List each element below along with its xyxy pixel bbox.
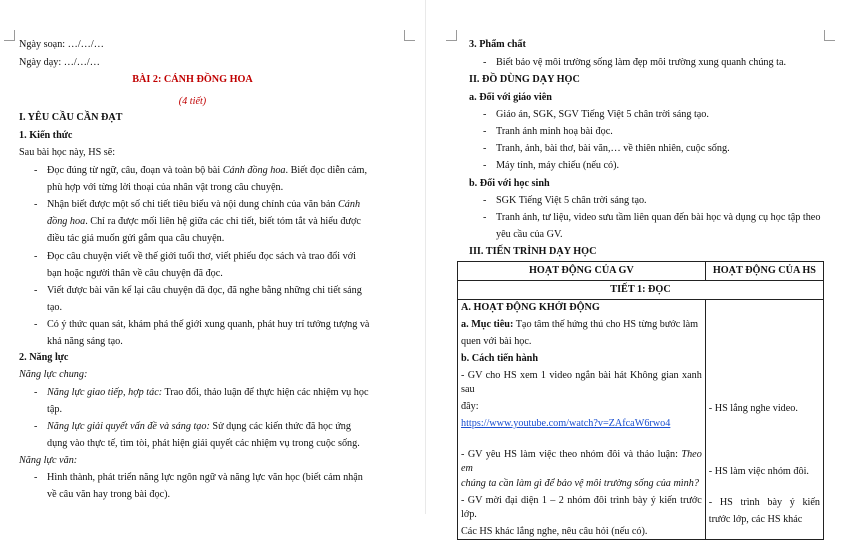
bullet-dash: - [34, 387, 38, 398]
section-heading-3: III. TIẾN TRÌNH DẠY HỌC [469, 246, 597, 257]
bullet-dash: - [483, 57, 487, 68]
knowledge-item-1 [47, 164, 367, 178]
bullet-dash: - [34, 472, 38, 483]
student-step-3: - HS trình bày ý kiến [708, 497, 820, 508]
competence-item-1 [47, 386, 369, 400]
knowledge-item-4: Viết được bài văn kể lại câu chuyện đã đọc, đã nghe bằng những chi tiết sáng [47, 285, 362, 296]
text: Sử dụng các kiến thức đã học ứng [209, 421, 351, 432]
bullet-dash: - [34, 165, 38, 176]
knowledge-item-2-cont [47, 215, 361, 229]
competence-item-1-cont: tập. [47, 404, 62, 415]
text: Đọc đúng từ ngữ, câu, đoạn và toàn bộ bài [47, 165, 223, 176]
knowledge-item-2 [47, 198, 360, 212]
text: . Biết đọc diễn cảm, [285, 165, 368, 176]
text: Trao đổi, thảo luận để thực hiện các nhiệm vụ học [162, 387, 369, 398]
text: . Chỉ ra được mối liên hệ giữa các chi tiết, biết tóm tắt và hiểu được [85, 216, 361, 227]
literary-item-1: Hình thành, phát triển năng lực ngôn ngữ và năng lực văn học (biết cảm nhận [47, 472, 363, 483]
spacer [709, 416, 820, 465]
student-step-2: - HS làm việc nhóm đôi. [708, 466, 809, 477]
question-text: Theo em [461, 449, 702, 474]
book-title: đồng hoa [47, 216, 86, 227]
student-item-1: SGK Tiếng Việt 5 chân trời sáng tạo. [496, 195, 647, 206]
knowledge-item-4-cont: tạo. [47, 302, 62, 313]
section-heading-2: II. ĐỒ DÙNG DẠY HỌC [469, 74, 580, 85]
bullet-dash: - [34, 251, 38, 262]
table-row [458, 300, 824, 540]
knowledge-item-5: Có ý thức quan sát, khám phá thế giới xung quanh, phát huy trí tưởng tượng và [47, 319, 370, 330]
literary-competence-label: Năng lực văn: [19, 455, 78, 466]
goal-text: Tạo tâm thế hứng thú cho HS từng bước làm [513, 319, 699, 330]
competence-item-2 [47, 420, 351, 434]
teacher-item-1: Giáo án, SGK, SGV Tiếng Việt 5 chân trời sáng tạo. [496, 109, 709, 120]
crop-mark-top-right [404, 30, 415, 41]
teacher-step-1-cont: đây: [461, 401, 479, 412]
knowledge-item-1-cont: phù hợp với từng lời thoại của nhân vật trong câu chuyện. [47, 182, 284, 193]
date-prepared: Ngày soạn: …/…/… [19, 39, 104, 50]
competence-name: Năng lực giao tiếp, hợp tác: [47, 387, 163, 398]
teacher-step-3-cont: Các HS khác lắng nghe, nêu câu hỏi (nếu có). [461, 526, 648, 537]
teacher-item-3: Tranh, ảnh, bài thơ, bài văn,… về thiên nhiên, cuộc sống. [496, 143, 730, 154]
intro-text: Sau bài học này, HS sẽ: [19, 147, 116, 158]
bullet-dash: - [34, 421, 38, 432]
student-item-2: Tranh ảnh, tư liệu, video sưu tầm liên quan đến bài học và dụng cụ học tập theo [496, 212, 821, 223]
bullet-dash: - [34, 199, 38, 210]
competence-item-2-cont: dụng vào thực tế, tìm tòi, phát hiện giải quyết các nhiệm vụ trong cuộc sống. [47, 438, 360, 449]
subheading-qualities: 3. Phẩm chất [469, 39, 526, 50]
teacher-activity-cell [458, 300, 706, 540]
student-step-3-cont: trước lớp, các HS khác [708, 514, 803, 525]
spacer [461, 431, 702, 445]
student-item-2-cont: yêu cầu của GV. [496, 229, 563, 240]
bullet-dash: - [483, 126, 487, 137]
student-activity-cell [705, 300, 823, 540]
goal-line [461, 318, 702, 332]
bullet-dash: - [483, 109, 487, 120]
teacher-step-1: - GV cho HS xem 1 video ngắn bài hát Không gian xanh sau [461, 370, 702, 395]
crop-mark-top-left [4, 30, 15, 41]
table-header-row [458, 262, 824, 281]
method-heading: b. Cách tiến hành [461, 353, 538, 364]
lesson-title: BÀI 2: CÁNH ĐỒNG HOA [132, 74, 253, 85]
competence-name: Năng lực giải quyết vấn đề và sáng tạo: [47, 421, 210, 432]
knowledge-item-3-cont: bạn hoặc người thân về câu chuyện đã đọc. [47, 268, 223, 279]
quality-item-1: Biết bảo vệ môi trường sống làm đẹp môi trường xung quanh chúng ta. [496, 57, 787, 68]
text: Nhận biết được một số chi tiết tiêu biểu và nội dung chính của văn bản [47, 199, 338, 210]
video-link[interactable]: https://www.youtube.com/watch?v=ZAfcaW6rwo4 [461, 418, 671, 429]
table-row [458, 281, 824, 300]
bullet-dash: - [34, 319, 38, 330]
teacher-step-2 [461, 448, 702, 476]
bullet-dash: - [483, 212, 487, 223]
lesson-periods: (4 tiết) [178, 96, 207, 107]
spacer [709, 479, 820, 496]
subheading-knowledge: 1. Kiến thức [19, 130, 73, 141]
knowledge-item-2-cont2: điều tác giả muốn gửi gắm qua câu chuyện. [47, 233, 225, 244]
bullet-dash: - [34, 285, 38, 296]
bullet-dash: - [483, 160, 487, 171]
goal-line-cont: quen với bài học. [461, 336, 532, 347]
subheading-student: b. Đối với học sinh [469, 178, 550, 189]
knowledge-item-5-cont: khả năng sáng tạo. [47, 336, 123, 347]
lesson-plan-table [457, 261, 824, 540]
header-teacher-activity: HOẠT ĐỘNG CỦA GV [458, 262, 706, 281]
crop-mark-top-right [824, 30, 835, 41]
bullet-dash: - [483, 143, 487, 154]
student-step-1: - HS lắng nghe video. [708, 403, 798, 414]
section-heading-1: I. YÊU CẦU CẦN ĐẠT [19, 112, 123, 123]
header-student-activity: HOẠT ĐỘNG CỦA HS [705, 262, 823, 281]
crop-mark-top-left [446, 30, 457, 41]
teacher-step-3: - GV mời đại diện 1 – 2 nhóm đôi trình bày ý kiến trước lớp. [461, 495, 702, 520]
subheading-competence: 2. Năng lực [19, 352, 69, 363]
text: - GV yêu HS làm việc theo nhóm đôi và thảo luận: [461, 449, 682, 460]
date-taught: Ngày dạy: …/…/… [19, 57, 100, 68]
teacher-step-2-cont: chúng ta cần làm gì để bảo vệ môi trường sống của mình? [461, 478, 699, 489]
period-title: TIẾT 1: ĐỌC [458, 281, 824, 300]
book-title: Cánh [338, 199, 361, 210]
bullet-dash: - [483, 195, 487, 206]
general-competence-label: Năng lực chung: [19, 369, 88, 380]
literary-item-1-cont: về câu văn hay trong bài đọc). [47, 489, 171, 500]
activity-a-heading: A. HOẠT ĐỘNG KHỞI ĐỘNG [461, 302, 600, 313]
teacher-item-4: Máy tính, máy chiếu (nếu có). [496, 160, 620, 171]
teacher-item-2: Tranh ảnh minh hoạ bài đọc. [496, 126, 613, 137]
book-title: Cánh đồng hoa [222, 165, 286, 176]
page-left [0, 0, 425, 514]
goal-label: a. Mục tiêu: [461, 319, 514, 330]
knowledge-item-3: Đọc câu chuyện viết về thế giới tuổi thơ, viết phiếu đọc sách và trao đổi với [47, 251, 356, 262]
spacer [709, 300, 820, 402]
subheading-teacher: a. Đối với giáo viên [469, 92, 552, 103]
